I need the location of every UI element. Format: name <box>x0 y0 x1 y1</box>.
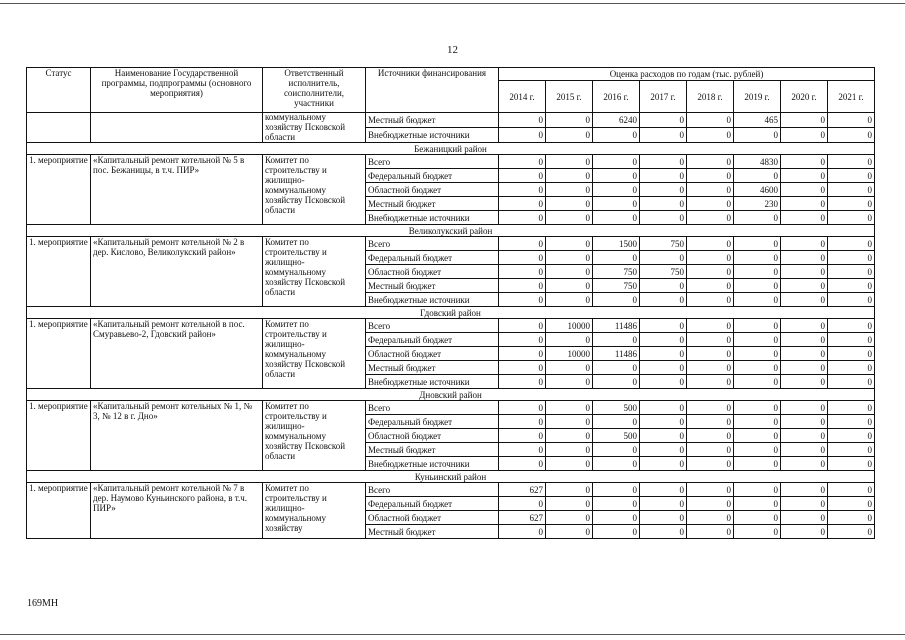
value-cell: 627 <box>499 511 546 525</box>
value-cell: 10000 <box>546 319 593 333</box>
value-cell: 0 <box>640 457 687 471</box>
value-cell: 0 <box>499 361 546 375</box>
value-cell: 0 <box>499 415 546 429</box>
value-cell: 0 <box>828 293 875 307</box>
value-cell: 0 <box>828 155 875 169</box>
value-cell: 0 <box>781 375 828 389</box>
value-cell: 0 <box>593 415 640 429</box>
value-cell: 0 <box>640 443 687 457</box>
name-cell: «Капитальный ремонт котельной № 2 в дер. Кислово, Великолукский район» <box>91 237 263 307</box>
value-cell: 0 <box>640 525 687 539</box>
value-cell: 465 <box>734 113 781 128</box>
value-cell: 0 <box>781 525 828 539</box>
value-cell: 0 <box>781 197 828 211</box>
responsible-cell: Комитет по строительству и жилищно-коммунальному хозяйству Псковской области <box>263 237 366 307</box>
value-cell: 0 <box>546 251 593 265</box>
funding-source: Федеральный бюджет <box>366 415 499 429</box>
value-cell: 0 <box>781 497 828 511</box>
value-cell: 0 <box>828 265 875 279</box>
value-cell: 0 <box>546 457 593 471</box>
value-cell: 0 <box>734 237 781 251</box>
value-cell: 0 <box>499 293 546 307</box>
value-cell: 0 <box>781 361 828 375</box>
value-cell: 750 <box>640 237 687 251</box>
value-cell: 0 <box>546 361 593 375</box>
status-cell: 1. мероприятие <box>27 319 91 389</box>
funding-source: Местный бюджет <box>366 279 499 293</box>
name-cell: «Капитальный ремонт котельной в пос. Смуравьево-2, Гдовский район» <box>91 319 263 389</box>
header-year: 2014 г. <box>499 81 546 113</box>
responsible-cell: Комитет по строительству и жилищно-коммунальному хозяйству Псковской области <box>263 155 366 225</box>
value-cell: 0 <box>734 525 781 539</box>
value-cell: 0 <box>499 525 546 539</box>
value-cell: 0 <box>734 319 781 333</box>
value-cell: 0 <box>687 237 734 251</box>
value-cell: 0 <box>546 113 593 128</box>
value-cell: 0 <box>593 375 640 389</box>
funding-source: Всего <box>366 237 499 251</box>
funding-source: Внебюджетные источники <box>366 128 499 143</box>
funding-source: Внебюджетные источники <box>366 293 499 307</box>
header-responsible: Ответственный исполнитель, соисполнители, участники <box>263 68 366 113</box>
value-cell: 0 <box>640 497 687 511</box>
value-cell: 0 <box>546 443 593 457</box>
value-cell: 0 <box>640 211 687 225</box>
value-cell: 0 <box>734 265 781 279</box>
funding-source: Всего <box>366 483 499 497</box>
header-year: 2018 г. <box>687 81 734 113</box>
header-year: 2016 г. <box>593 81 640 113</box>
value-cell: 0 <box>734 483 781 497</box>
value-cell: 0 <box>593 155 640 169</box>
value-cell: 0 <box>593 169 640 183</box>
value-cell: 0 <box>781 319 828 333</box>
page-number: 12 <box>447 44 458 56</box>
value-cell: 0 <box>640 483 687 497</box>
value-cell: 0 <box>687 169 734 183</box>
name-cell: «Капитальный ремонт котельных № 1, № 3, № 12 в г. Дно» <box>91 401 263 471</box>
value-cell: 0 <box>546 511 593 525</box>
value-cell: 0 <box>546 525 593 539</box>
value-cell: 0 <box>499 401 546 415</box>
value-cell: 0 <box>687 511 734 525</box>
region-heading: Великолукский район <box>27 225 875 237</box>
value-cell: 0 <box>687 211 734 225</box>
name-cell <box>91 113 263 143</box>
value-cell: 0 <box>828 113 875 128</box>
status-cell <box>27 113 91 143</box>
table-row <box>27 237 875 251</box>
responsible-cell: Комитет по строительству и жилищно-коммунальному хозяйству <box>263 483 366 539</box>
status-cell: 1. мероприятие <box>27 155 91 225</box>
value-cell: 0 <box>828 319 875 333</box>
value-cell: 0 <box>687 401 734 415</box>
value-cell: 0 <box>640 347 687 361</box>
value-cell: 10000 <box>546 347 593 361</box>
value-cell: 0 <box>640 128 687 143</box>
value-cell: 1500 <box>593 237 640 251</box>
header-year: 2020 г. <box>781 81 828 113</box>
value-cell: 0 <box>593 497 640 511</box>
value-cell: 750 <box>593 265 640 279</box>
value-cell: 0 <box>687 483 734 497</box>
funding-source: Местный бюджет <box>366 113 499 128</box>
value-cell: 0 <box>828 197 875 211</box>
value-cell: 0 <box>687 361 734 375</box>
value-cell: 0 <box>781 457 828 471</box>
value-cell: 0 <box>640 155 687 169</box>
value-cell: 0 <box>828 128 875 143</box>
value-cell: 0 <box>546 169 593 183</box>
value-cell: 0 <box>640 511 687 525</box>
responsible-cell <box>263 113 366 143</box>
value-cell: 0 <box>499 265 546 279</box>
value-cell: 0 <box>734 128 781 143</box>
top-scan-edge <box>0 3 905 4</box>
value-cell: 0 <box>734 401 781 415</box>
value-cell: 0 <box>546 293 593 307</box>
value-cell: 0 <box>640 293 687 307</box>
value-cell: 6240 <box>593 113 640 128</box>
funding-source: Федеральный бюджет <box>366 251 499 265</box>
value-cell: 0 <box>640 319 687 333</box>
value-cell: 0 <box>687 128 734 143</box>
footer-code: 169МН <box>27 598 59 609</box>
value-cell: 0 <box>828 415 875 429</box>
value-cell: 0 <box>781 251 828 265</box>
value-cell: 0 <box>734 457 781 471</box>
value-cell: 0 <box>499 497 546 511</box>
value-cell: 0 <box>734 443 781 457</box>
value-cell: 0 <box>781 429 828 443</box>
value-cell: 0 <box>687 443 734 457</box>
region-heading: Гдовский район <box>27 307 875 319</box>
table-row <box>27 113 875 128</box>
value-cell: 0 <box>499 347 546 361</box>
value-cell: 0 <box>546 483 593 497</box>
value-cell: 0 <box>640 333 687 347</box>
value-cell: 0 <box>781 293 828 307</box>
value-cell: 0 <box>640 429 687 443</box>
region-row <box>27 143 875 155</box>
value-cell: 0 <box>593 457 640 471</box>
bottom-scan-edge <box>0 634 905 635</box>
value-cell: 0 <box>781 169 828 183</box>
value-cell: 0 <box>781 183 828 197</box>
value-cell: 0 <box>546 211 593 225</box>
value-cell: 0 <box>828 497 875 511</box>
value-cell: 0 <box>640 169 687 183</box>
status-cell: 1. мероприятие <box>27 483 91 539</box>
funding-source: Всего <box>366 401 499 415</box>
value-cell: 0 <box>546 197 593 211</box>
value-cell: 0 <box>781 279 828 293</box>
value-cell: 0 <box>593 511 640 525</box>
value-cell: 0 <box>499 113 546 128</box>
value-cell: 0 <box>593 197 640 211</box>
value-cell: 0 <box>781 347 828 361</box>
value-cell: 0 <box>828 333 875 347</box>
header-costs: Оценка расходов по годам (тыс. рублей) <box>499 68 875 81</box>
responsible-cell: Комитет по строительству и жилищно-коммунальному хозяйству Псковской области <box>263 319 366 389</box>
value-cell: 0 <box>687 429 734 443</box>
header-name: Наименование Государственной программы, подпрограммы (основного мероприятия) <box>91 68 263 113</box>
value-cell: 0 <box>734 347 781 361</box>
value-cell: 0 <box>640 361 687 375</box>
name-cell: «Капитальный ремонт котельной № 5 в пос. Бежаницы, в т.ч. ПИР» <box>91 155 263 225</box>
value-cell: 11486 <box>593 319 640 333</box>
value-cell: 0 <box>593 251 640 265</box>
table-row <box>27 155 875 169</box>
value-cell: 0 <box>781 237 828 251</box>
value-cell: 0 <box>828 443 875 457</box>
value-cell: 0 <box>734 429 781 443</box>
header-year: 2021 г. <box>828 81 875 113</box>
funding-source: Всего <box>366 319 499 333</box>
value-cell: 4830 <box>734 155 781 169</box>
value-cell: 4600 <box>734 183 781 197</box>
value-cell: 0 <box>687 457 734 471</box>
value-cell: 0 <box>828 511 875 525</box>
value-cell: 0 <box>499 319 546 333</box>
value-cell: 0 <box>640 113 687 128</box>
value-cell: 0 <box>546 333 593 347</box>
value-cell: 0 <box>687 375 734 389</box>
value-cell: 500 <box>593 429 640 443</box>
value-cell: 0 <box>734 251 781 265</box>
value-cell: 0 <box>640 183 687 197</box>
value-cell: 0 <box>499 429 546 443</box>
value-cell: 0 <box>781 333 828 347</box>
value-cell: 0 <box>734 169 781 183</box>
value-cell: 0 <box>734 375 781 389</box>
value-cell: 0 <box>640 401 687 415</box>
value-cell: 0 <box>781 155 828 169</box>
value-cell: 0 <box>734 211 781 225</box>
value-cell: 11486 <box>593 347 640 361</box>
value-cell: 0 <box>734 511 781 525</box>
value-cell: 0 <box>499 443 546 457</box>
value-cell: 0 <box>640 279 687 293</box>
value-cell: 0 <box>499 457 546 471</box>
region-row <box>27 389 875 401</box>
funding-source: Внебюджетные источники <box>366 211 499 225</box>
value-cell: 0 <box>687 279 734 293</box>
value-cell: 0 <box>640 375 687 389</box>
value-cell: 0 <box>687 265 734 279</box>
value-cell: 230 <box>734 197 781 211</box>
expenditure-table <box>26 67 875 539</box>
value-cell: 0 <box>781 443 828 457</box>
value-cell: 0 <box>828 347 875 361</box>
value-cell: 0 <box>640 415 687 429</box>
value-cell: 0 <box>828 237 875 251</box>
table-row <box>27 401 875 415</box>
value-cell: 0 <box>828 401 875 415</box>
funding-source: Областной бюджет <box>366 511 499 525</box>
value-cell: 0 <box>687 319 734 333</box>
value-cell: 0 <box>828 457 875 471</box>
value-cell: 0 <box>781 415 828 429</box>
value-cell: 0 <box>499 279 546 293</box>
value-cell: 0 <box>640 251 687 265</box>
value-cell: 0 <box>781 483 828 497</box>
value-cell: 0 <box>734 279 781 293</box>
value-cell: 0 <box>734 333 781 347</box>
value-cell: 0 <box>687 197 734 211</box>
value-cell: 0 <box>828 375 875 389</box>
value-cell: 0 <box>499 183 546 197</box>
value-cell: 0 <box>828 525 875 539</box>
value-cell: 0 <box>499 251 546 265</box>
value-cell: 750 <box>640 265 687 279</box>
status-cell: 1. мероприятие <box>27 401 91 471</box>
value-cell: 0 <box>734 497 781 511</box>
value-cell: 0 <box>499 375 546 389</box>
value-cell: 0 <box>546 155 593 169</box>
value-cell: 0 <box>593 525 640 539</box>
value-cell: 0 <box>546 375 593 389</box>
funding-source: Областной бюджет <box>366 347 499 361</box>
value-cell: 0 <box>687 525 734 539</box>
value-cell: 0 <box>499 155 546 169</box>
value-cell: 500 <box>593 401 640 415</box>
value-cell: 0 <box>546 128 593 143</box>
region-row <box>27 225 875 237</box>
value-cell: 0 <box>687 293 734 307</box>
value-cell: 0 <box>828 483 875 497</box>
value-cell: 0 <box>499 211 546 225</box>
value-cell: 0 <box>781 113 828 128</box>
value-cell: 0 <box>781 265 828 279</box>
funding-source: Федеральный бюджет <box>366 169 499 183</box>
funding-source: Местный бюджет <box>366 197 499 211</box>
value-cell: 0 <box>546 429 593 443</box>
value-cell: 0 <box>593 333 640 347</box>
funding-source: Местный бюджет <box>366 443 499 457</box>
value-cell: 0 <box>499 169 546 183</box>
funding-source: Местный бюджет <box>366 361 499 375</box>
funding-source: Областной бюджет <box>366 429 499 443</box>
value-cell: 0 <box>593 128 640 143</box>
table-row <box>27 483 875 497</box>
value-cell: 0 <box>828 169 875 183</box>
funding-source: Внебюджетные источники <box>366 375 499 389</box>
value-cell: 0 <box>781 211 828 225</box>
value-cell: 0 <box>499 333 546 347</box>
value-cell: 0 <box>499 197 546 211</box>
value-cell: 0 <box>734 293 781 307</box>
region-row <box>27 307 875 319</box>
region-heading: Дновский район <box>27 389 875 401</box>
responsible-cell: Комитет по строительству и жилищно-коммунальному хозяйству Псковской области <box>263 401 366 471</box>
value-cell: 0 <box>546 401 593 415</box>
value-cell: 0 <box>781 511 828 525</box>
header-year: 2015 г. <box>546 81 593 113</box>
value-cell: 0 <box>546 279 593 293</box>
value-cell: 0 <box>781 128 828 143</box>
table-row <box>27 319 875 333</box>
region-row <box>27 471 875 483</box>
value-cell: 0 <box>593 293 640 307</box>
value-cell: 0 <box>546 183 593 197</box>
value-cell: 0 <box>828 361 875 375</box>
funding-source: Внебюджетные источники <box>366 457 499 471</box>
value-cell: 0 <box>828 279 875 293</box>
value-cell: 0 <box>593 183 640 197</box>
value-cell: 0 <box>593 361 640 375</box>
region-heading: Куньинский район <box>27 471 875 483</box>
value-cell: 0 <box>828 211 875 225</box>
value-cell: 627 <box>499 483 546 497</box>
value-cell: 0 <box>781 401 828 415</box>
value-cell: 0 <box>546 497 593 511</box>
header-year: 2017 г. <box>640 81 687 113</box>
funding-source: Областной бюджет <box>366 265 499 279</box>
status-cell: 1. мероприятие <box>27 237 91 307</box>
value-cell: 0 <box>828 251 875 265</box>
responsible-text: коммунальному хозяйству Псковской области <box>265 112 346 142</box>
value-cell: 0 <box>734 415 781 429</box>
header-sources: Источники финансирования <box>366 68 499 113</box>
value-cell: 0 <box>687 415 734 429</box>
header-year: 2019 г. <box>734 81 781 113</box>
value-cell: 0 <box>593 483 640 497</box>
funding-source: Федеральный бюджет <box>366 333 499 347</box>
value-cell: 0 <box>546 415 593 429</box>
value-cell: 0 <box>499 128 546 143</box>
value-cell: 0 <box>593 211 640 225</box>
value-cell: 0 <box>828 183 875 197</box>
value-cell: 0 <box>734 361 781 375</box>
value-cell: 0 <box>687 155 734 169</box>
funding-source: Областной бюджет <box>366 183 499 197</box>
funding-source: Всего <box>366 155 499 169</box>
value-cell: 0 <box>593 443 640 457</box>
value-cell: 0 <box>687 333 734 347</box>
value-cell: 0 <box>687 497 734 511</box>
header-status: Статус <box>27 68 91 113</box>
value-cell: 0 <box>546 265 593 279</box>
value-cell: 0 <box>499 237 546 251</box>
value-cell: 0 <box>640 197 687 211</box>
value-cell: 0 <box>828 429 875 443</box>
value-cell: 750 <box>593 279 640 293</box>
funding-source: Федеральный бюджет <box>366 497 499 511</box>
value-cell: 0 <box>687 347 734 361</box>
value-cell: 0 <box>687 251 734 265</box>
name-cell: «Капитальный ремонт котельной № 7 в дер. Наумово Куньинского района, в т.ч. ПИР» <box>91 483 263 539</box>
value-cell: 0 <box>687 113 734 128</box>
value-cell: 0 <box>687 183 734 197</box>
region-heading: Бежаницкий район <box>27 143 875 155</box>
value-cell: 0 <box>546 237 593 251</box>
funding-source: Местный бюджет <box>366 525 499 539</box>
